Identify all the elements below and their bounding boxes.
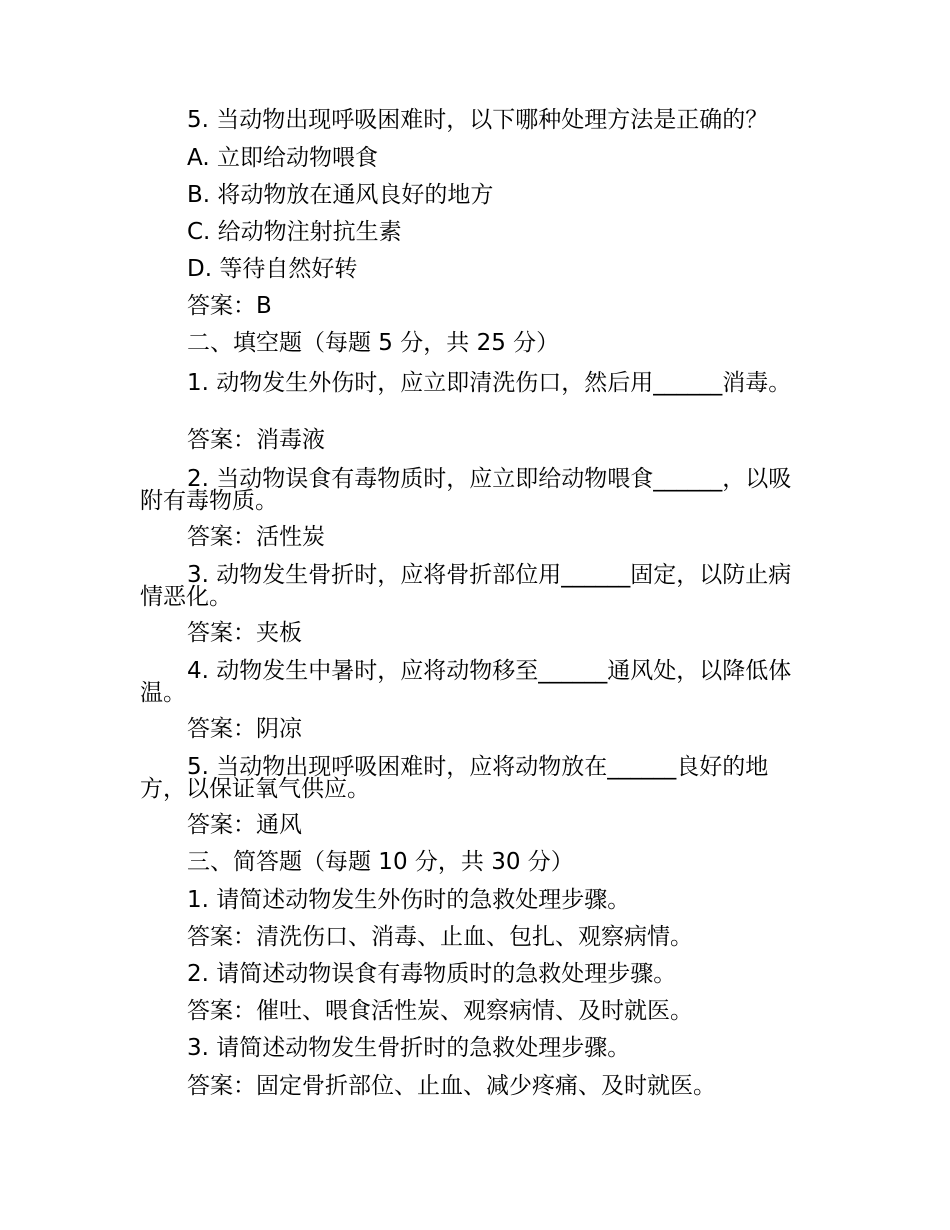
mc-answer-5: 答案：B [187, 293, 272, 319]
mc-option-a: A. 立即给动物喂食 [187, 145, 378, 171]
fill-question-1-text: 1. 动物发生外伤时，应立即清洗伤口，然后用______消毒。 [187, 370, 792, 396]
short-question-1: 1. 请简述动物发生外伤时的急救处理步骤。 [187, 887, 631, 913]
fill-question-2-text: 2. 当动物误食有毒物质时，应立即给动物喂食______，以吸附有毒物质。 [140, 466, 792, 514]
mc-option-b: B. 将动物放在通风良好的地方 [187, 182, 494, 208]
fill-answer-1: 答案：消毒液 [187, 427, 325, 453]
section-heading-fill-in: 二、填空题（每题 5 分，共 25 分） [187, 330, 560, 356]
fill-question-4 [140, 660, 810, 704]
fill-question-3-text: 3. 动物发生骨折时，应将骨折部位用______固定，以防止病情恶化。 [140, 562, 792, 610]
mc-option-c: C. 给动物注射抗生素 [187, 219, 402, 245]
fill-question-4-text: 4. 动物发生中暑时，应将动物移至______通风处，以降低体温。 [140, 658, 792, 706]
mc-option-d: D. 等待自然好转 [187, 256, 358, 282]
section-heading-short-answer: 三、简答题（每题 10 分，共 30 分） [187, 849, 574, 875]
fill-question-1 [140, 372, 810, 394]
fill-answer-4: 答案：阴凉 [187, 716, 302, 742]
fill-question-2 [140, 468, 810, 512]
short-question-3: 3. 请简述动物发生骨折时的急救处理步骤。 [187, 1035, 631, 1061]
fill-question-5-text: 5. 当动物出现呼吸困难时，应将动物放在______良好的地方，以保证氧气供应。 [140, 754, 769, 802]
short-answer-1: 答案：清洗伤口、消毒、止血、包扎、观察病情。 [187, 924, 693, 950]
mc-question-5: 5. 当动物出现呼吸困难时，以下哪种处理方法是正确的？ [187, 107, 769, 133]
fill-question-3 [140, 564, 810, 608]
fill-question-5 [140, 756, 810, 800]
fill-answer-2: 答案：活性炭 [187, 524, 325, 550]
fill-answer-5: 答案：通风 [187, 812, 302, 838]
short-answer-3: 答案：固定骨折部位、止血、减少疼痛、及时就医。 [187, 1073, 716, 1099]
fill-answer-3: 答案：夹板 [187, 620, 302, 646]
short-answer-2: 答案：催吐、喂食活性炭、观察病情、及时就医。 [187, 998, 693, 1024]
short-question-2: 2. 请简述动物误食有毒物质时的急救处理步骤。 [187, 961, 677, 987]
